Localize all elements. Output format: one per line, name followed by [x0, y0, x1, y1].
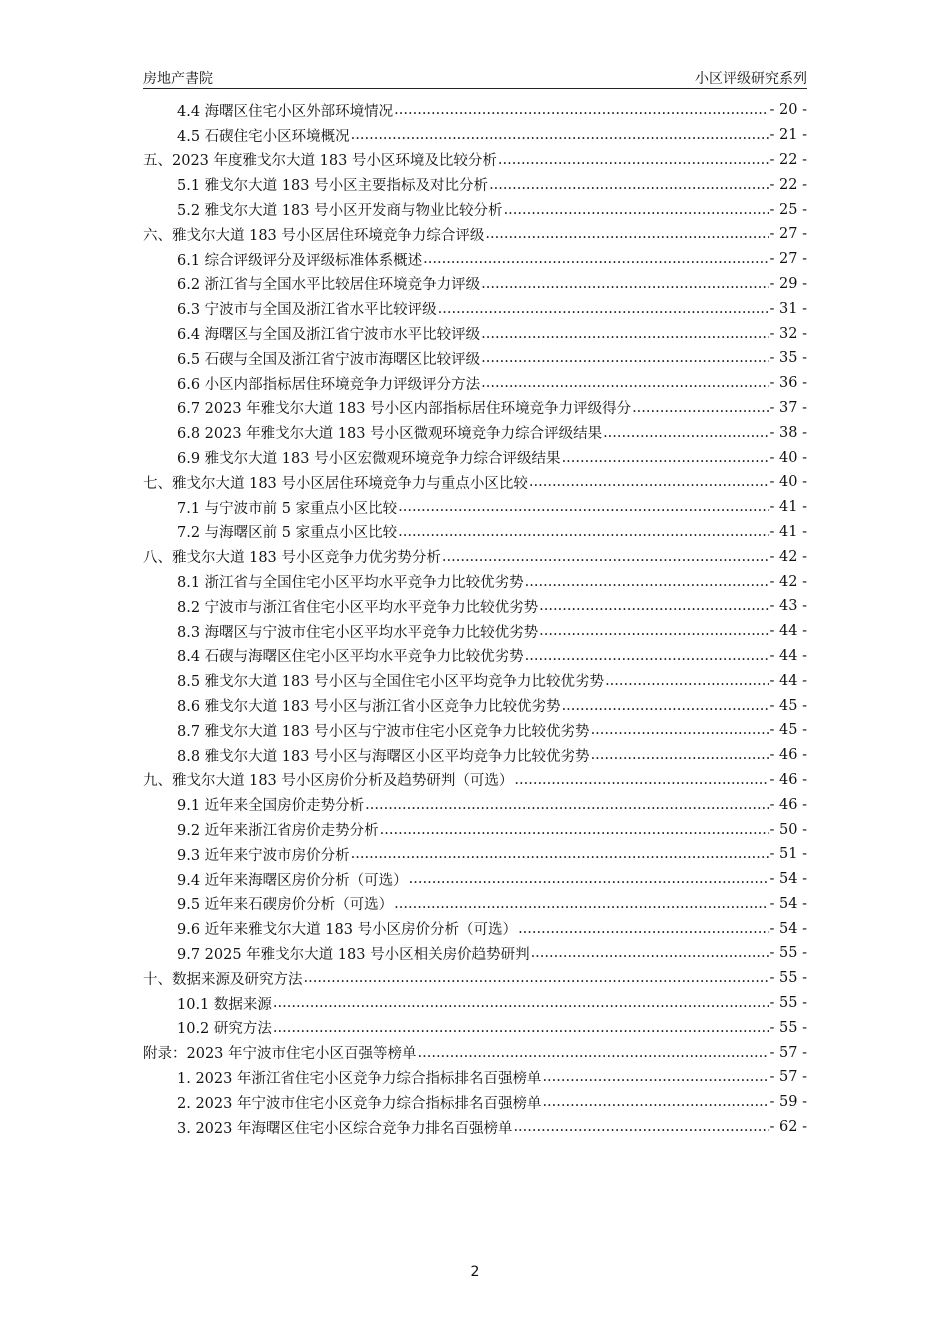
toc-dot-leader: [525, 574, 769, 590]
toc-entry-page: - 55 -: [769, 970, 807, 987]
toc-entry-title: 1. 2023 年浙江省住宅小区竞争力综合指标排名百强榜单: [177, 1070, 542, 1087]
toc-entry-page: - 59 -: [769, 1094, 807, 1111]
toc-dot-leader: [513, 1119, 768, 1135]
toc-entry[interactable]: [143, 941, 807, 966]
toc-entry-page: - 42 -: [769, 548, 807, 565]
toc-entry-title: 九、雅戈尔大道 183 号小区房价分析及趋势研判（可选）: [143, 773, 514, 790]
toc-dot-leader: [514, 772, 768, 788]
toc-entry-title: 4.4 海曙区住宅小区外部环境情况: [177, 103, 394, 120]
toc-dot-leader: [603, 425, 768, 441]
toc-entry[interactable]: [143, 991, 807, 1016]
toc-entry-title: 9.5 近年来石碶房价分析（可选）: [177, 897, 394, 914]
toc-entry[interactable]: [143, 916, 807, 941]
toc-entry-title: 2. 2023 年宁波市住宅小区竞争力综合指标排名百强榜单: [177, 1095, 542, 1112]
header-series-title: 小区评级研究系列: [695, 71, 807, 87]
toc-entry-title: 9.3 近年来宁波市房价分析: [177, 847, 350, 864]
toc-entry-page: - 43 -: [769, 598, 807, 615]
toc-entry-title: 7.1 与宁波市前 5 家重点小区比较: [177, 500, 398, 517]
toc-dot-leader: [481, 350, 768, 366]
toc-entry-title: 7.2 与海曙区前 5 家重点小区比较: [177, 525, 398, 542]
toc-entry-page: - 40 -: [769, 449, 807, 466]
toc-entry[interactable]: [143, 768, 807, 793]
toc-entry[interactable]: [143, 594, 807, 619]
toc-entry-page: - 36 -: [769, 375, 807, 392]
toc-entry[interactable]: [143, 743, 807, 768]
toc-dot-leader: [504, 202, 769, 218]
toc-entry-page: - 62 -: [769, 1119, 807, 1136]
toc-entry[interactable]: [143, 197, 807, 222]
toc-entry-page: - 57 -: [769, 1069, 807, 1086]
toc-dot-leader: [542, 1069, 768, 1085]
toc-entry-title: 八、雅戈尔大道 183 号小区竞争力优劣势分析: [143, 550, 441, 567]
toc-entry-page: - 44 -: [769, 672, 807, 689]
toc-entry-title: 6.3 宁波市与全国及浙江省水平比较评级: [177, 302, 437, 319]
toc-entry-title: 8.6 雅戈尔大道 183 号小区与浙江省小区竞争力比较优劣势: [177, 699, 561, 716]
toc-entry-title: 6.4 海曙区与全国及浙江省宁波市水平比较评级: [177, 327, 481, 344]
toc-dot-leader: [438, 301, 769, 317]
toc-entry-title: 8.2 宁波市与浙江省住宅小区平均水平竞争力比较优劣势: [177, 599, 539, 616]
toc-entry[interactable]: [143, 966, 807, 991]
toc-dot-leader: [409, 871, 769, 887]
toc-entry-page: - 20 -: [769, 102, 807, 119]
page-number: 2: [470, 1264, 480, 1280]
toc-entry-title: 8.8 雅戈尔大道 183 号小区与海曙区小区平均竞争力比较优劣势: [177, 748, 590, 765]
toc-entry[interactable]: [143, 495, 807, 520]
toc-dot-leader: [398, 499, 768, 515]
toc-entry-page: - 51 -: [769, 846, 807, 863]
toc-entry-page: - 54 -: [769, 871, 807, 888]
toc-entry[interactable]: [143, 718, 807, 743]
toc-entry[interactable]: [143, 693, 807, 718]
toc-dot-leader: [539, 623, 768, 639]
toc-entry[interactable]: [143, 520, 807, 545]
toc-entry-title: 五、2023 年度雅戈尔大道 183 号小区环境及比较分析: [143, 153, 497, 170]
toc-entry-title: 3. 2023 年海曙区住宅小区综合竞争力排名百强榜单: [177, 1120, 513, 1137]
toc-entry-title: 附录：2023 年宁波市住宅小区百强等榜单: [143, 1046, 417, 1063]
toc-entry-page: - 38 -: [769, 424, 807, 441]
toc-dot-leader: [442, 549, 769, 565]
toc-entry[interactable]: [143, 172, 807, 197]
toc-dot-leader: [591, 722, 769, 738]
toc-entry[interactable]: [143, 1090, 807, 1115]
toc-dot-leader: [304, 970, 769, 986]
toc-entry-title: 8.3 海曙区与宁波市住宅小区平均水平竞争力比较优劣势: [177, 624, 539, 641]
toc-entry[interactable]: [143, 817, 807, 842]
toc-entry[interactable]: [143, 544, 807, 569]
toc-entry-title: 8.7 雅戈尔大道 183 号小区与宁波市住宅小区竞争力比较优劣势: [177, 723, 590, 740]
header-publisher: 房地产書院: [143, 71, 213, 87]
toc-entry-page: - 45 -: [769, 722, 807, 739]
toc-entry-title: 10.1 数据来源: [177, 996, 272, 1013]
toc-dot-leader: [531, 945, 769, 961]
toc-entry[interactable]: [143, 619, 807, 644]
toc-dot-leader: [485, 226, 768, 242]
table-of-contents: [143, 98, 807, 1139]
toc-entry-page: - 29 -: [769, 275, 807, 292]
toc-entry[interactable]: [143, 420, 807, 445]
toc-entry[interactable]: [143, 792, 807, 817]
toc-dot-leader: [481, 276, 768, 292]
toc-entry[interactable]: [143, 892, 807, 917]
toc-entry-page: - 41 -: [769, 499, 807, 516]
toc-entry[interactable]: [143, 1015, 807, 1040]
toc-entry[interactable]: [143, 470, 807, 495]
toc-entry[interactable]: [143, 668, 807, 693]
toc-dot-leader: [423, 251, 768, 267]
toc-entry[interactable]: [143, 321, 807, 346]
toc-entry[interactable]: [143, 569, 807, 594]
toc-entry[interactable]: [143, 445, 807, 470]
toc-dot-leader: [398, 524, 768, 540]
toc-entry-page: - 55 -: [769, 945, 807, 962]
toc-entry[interactable]: [143, 148, 807, 173]
toc-entry-title: 8.4 石碶与海曙区住宅小区平均水平竞争力比较优劣势: [177, 649, 524, 666]
toc-entry-title: 七、雅戈尔大道 183 号小区居住环境竞争力与重点小区比较: [143, 475, 528, 492]
toc-entry-page: - 42 -: [769, 573, 807, 590]
toc-dot-leader: [529, 474, 769, 490]
toc-entry[interactable]: [143, 1065, 807, 1090]
toc-entry-title: 5.1 雅戈尔大道 183 号小区主要指标及对比分析: [177, 178, 489, 195]
toc-dot-leader: [380, 822, 769, 838]
toc-dot-leader: [605, 673, 768, 689]
toc-entry-title: 4.5 石碶住宅小区环境概况: [177, 128, 350, 145]
toc-entry[interactable]: [143, 272, 807, 297]
toc-entry-page: - 40 -: [769, 474, 807, 491]
toc-entry-page: - 27 -: [769, 226, 807, 243]
toc-dot-leader: [518, 921, 768, 937]
toc-entry[interactable]: [143, 371, 807, 396]
toc-entry-page: - 31 -: [769, 300, 807, 317]
toc-entry[interactable]: [143, 396, 807, 421]
toc-entry-page: - 32 -: [769, 325, 807, 342]
toc-dot-leader: [489, 177, 768, 193]
toc-entry[interactable]: [143, 296, 807, 321]
toc-entry-page: - 37 -: [769, 399, 807, 416]
toc-entry-page: - 55 -: [769, 1019, 807, 1036]
toc-entry[interactable]: [143, 842, 807, 867]
toc-entry-page: - 22 -: [769, 151, 807, 168]
toc-entry[interactable]: [143, 1040, 807, 1065]
toc-entry-title: 6.5 石碶与全国及浙江省宁波市海曙区比较评级: [177, 351, 481, 368]
toc-entry-title: 6.8 2023 年雅戈尔大道 183 号小区微观环境竞争力综合评级结果: [177, 426, 603, 443]
toc-entry[interactable]: [143, 247, 807, 272]
toc-entry-title: 6.1 综合评级评分及评级标准体系概述: [177, 252, 423, 269]
toc-entry-title: 5.2 雅戈尔大道 183 号小区开发商与物业比较分析: [177, 203, 503, 220]
toc-dot-leader: [351, 846, 769, 862]
toc-entry-title: 6.2 浙江省与全国水平比较居住环境竞争力评级: [177, 277, 481, 294]
toc-dot-leader: [365, 797, 768, 813]
toc-entry-title: 9.6 近年来雅戈尔大道 183 号小区房价分析（可选）: [177, 922, 518, 939]
toc-entry[interactable]: [143, 123, 807, 148]
toc-entry-title: 6.9 雅戈尔大道 183 号小区宏微观环境竞争力综合评级结果: [177, 451, 561, 468]
toc-entry-page: - 44 -: [769, 647, 807, 664]
toc-entry-page: - 22 -: [769, 176, 807, 193]
toc-entry-title: 9.2 近年来浙江省房价走势分析: [177, 823, 379, 839]
toc-entry-title: 9.1 近年来全国房价走势分析: [177, 798, 365, 815]
toc-entry[interactable]: [143, 644, 807, 669]
toc-entry-title: 9.7 2025 年雅戈尔大道 183 号小区相关房价趋势研判: [177, 946, 530, 963]
toc-entry-page: - 46 -: [769, 796, 807, 813]
toc-dot-leader: [481, 375, 768, 391]
toc-dot-leader: [351, 127, 769, 143]
toc-entry-page: - 54 -: [769, 895, 807, 912]
toc-entry[interactable]: [143, 867, 807, 892]
toc-dot-leader: [394, 102, 768, 118]
toc-entry-title: 8.5 雅戈尔大道 183 号小区与全国住宅小区平均竞争力比较优劣势: [177, 674, 605, 691]
toc-entry-page: - 35 -: [769, 350, 807, 367]
toc-dot-leader: [562, 450, 769, 466]
toc-dot-leader: [591, 747, 769, 763]
toc-entry-page: - 27 -: [769, 251, 807, 268]
toc-dot-leader: [498, 152, 769, 168]
toc-entry-title: 9.4 近年来海曙区房价分析（可选）: [177, 872, 408, 889]
toc-dot-leader: [542, 1094, 768, 1110]
toc-dot-leader: [394, 896, 768, 912]
toc-entry-page: - 41 -: [769, 523, 807, 540]
toc-entry-title: 6.6 小区内部指标居住环境竞争力评级评分方法: [177, 376, 481, 393]
toc-entry-title: 8.1 浙江省与全国住宅小区平均水平竞争力比较优劣势: [177, 575, 524, 592]
toc-dot-leader: [273, 1020, 769, 1036]
toc-entry-title: 六、雅戈尔大道 183 号小区居住环境竞争力综合评级: [143, 227, 485, 244]
toc-entry-page: - 44 -: [769, 623, 807, 640]
toc-entry-page: - 25 -: [769, 201, 807, 218]
toc-entry-title: 10.2 研究方法: [177, 1021, 272, 1038]
toc-entry-page: - 50 -: [769, 821, 807, 838]
toc-entry-page: - 46 -: [769, 771, 807, 788]
toc-dot-leader: [539, 598, 768, 614]
toc-entry[interactable]: [143, 222, 807, 247]
toc-entry[interactable]: [143, 346, 807, 371]
toc-entry-page: - 21 -: [769, 127, 807, 144]
toc-entry-page: - 54 -: [769, 920, 807, 937]
toc-dot-leader: [481, 326, 768, 342]
toc-entry-page: - 55 -: [769, 995, 807, 1012]
toc-entry-title: 6.7 2023 年雅戈尔大道 183 号小区内部指标居住环境竞争力评级得分: [177, 401, 632, 418]
toc-entry-page: - 46 -: [769, 747, 807, 764]
page-header: [143, 66, 807, 89]
toc-entry-page: - 57 -: [769, 1044, 807, 1061]
toc-entry[interactable]: [143, 98, 807, 123]
toc-dot-leader: [632, 400, 768, 416]
toc-entry[interactable]: [143, 1115, 807, 1140]
toc-dot-leader: [418, 1045, 769, 1061]
toc-entry-page: - 45 -: [769, 697, 807, 714]
toc-entry-title: 十、数据来源及研究方法: [143, 971, 303, 988]
toc-dot-leader: [525, 648, 769, 664]
toc-dot-leader: [273, 995, 769, 1011]
toc-dot-leader: [562, 698, 769, 714]
